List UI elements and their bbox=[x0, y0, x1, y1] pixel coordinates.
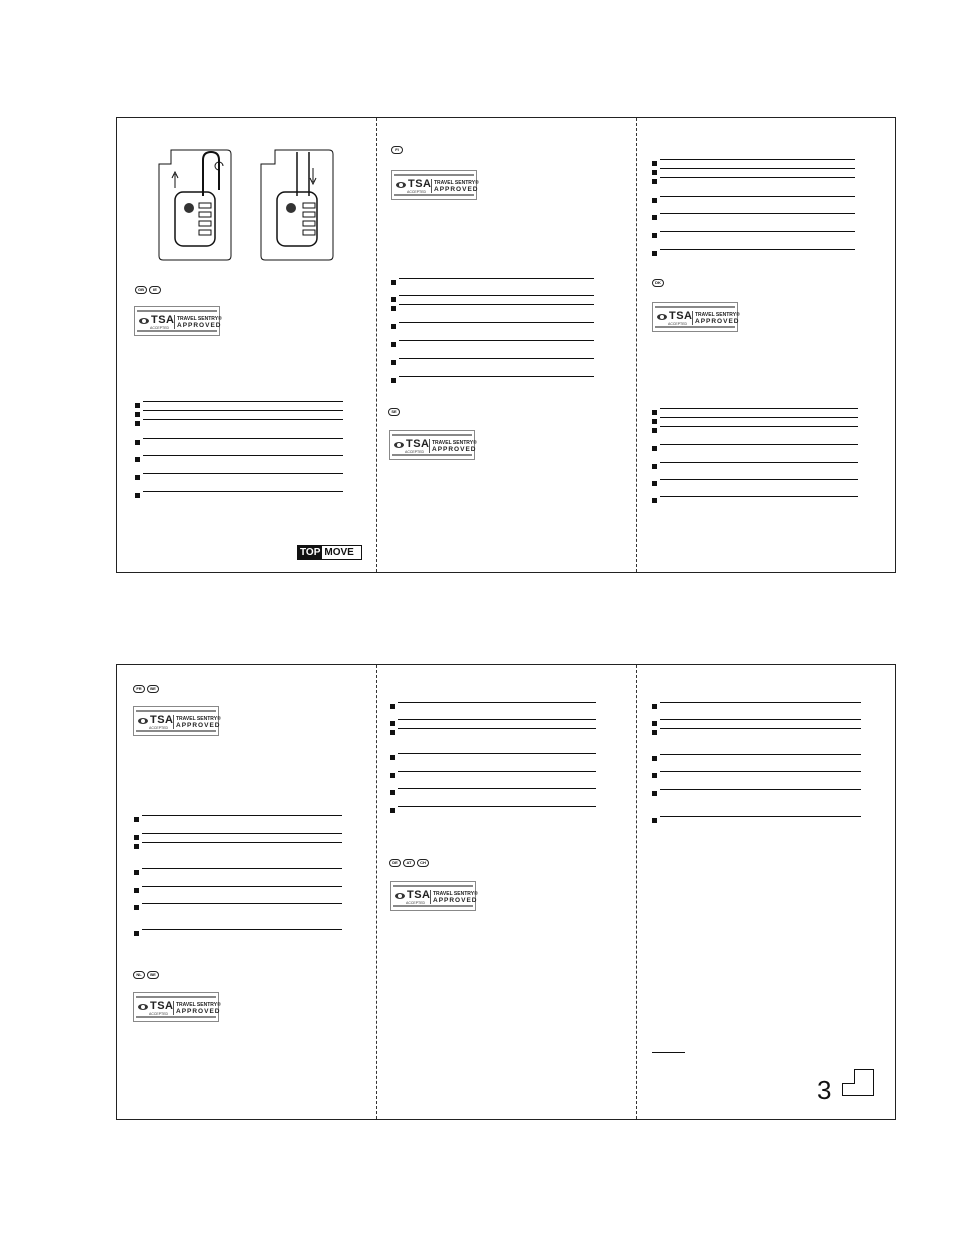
flags-nl-be bbox=[133, 971, 159, 979]
tsa-eye-icon bbox=[138, 718, 148, 724]
flag-dk: DK bbox=[652, 279, 664, 287]
tsa-eye-icon bbox=[657, 314, 667, 320]
flag-be: BE bbox=[147, 685, 159, 693]
tsa-logo: TSA ACCEPTED TRAVEL SENTRY® APPROVED bbox=[134, 306, 220, 336]
flag-ch: CH bbox=[417, 859, 429, 867]
flags-se bbox=[388, 408, 400, 416]
fold-line bbox=[636, 118, 637, 572]
tsa-eye-icon bbox=[395, 893, 405, 899]
tsa-logo: TSA ACCEPTED TRAVEL SENTRY® APPROVED bbox=[652, 302, 738, 332]
flag-at: AT bbox=[403, 859, 415, 867]
flag-fi: FI bbox=[391, 146, 403, 154]
tsa-eye-icon bbox=[138, 1004, 148, 1010]
tsa-logo: TSA ACCEPTED TRAVEL SENTRY® APPROVED bbox=[133, 706, 219, 736]
tsa-logo: TSA ACCEPTED TRAVEL SENTRY® APPROVED bbox=[133, 992, 219, 1022]
flag-se: SE bbox=[388, 408, 400, 416]
tsa-eye-icon bbox=[394, 442, 404, 448]
instruction-sheet-top bbox=[116, 117, 896, 573]
tsa-logo: TSA ACCEPTED TRAVEL SENTRY® APPROVED bbox=[391, 170, 477, 200]
fold-line bbox=[636, 665, 637, 1119]
padlock-illustration bbox=[157, 148, 347, 263]
tsa-logo: TSA ACCEPTED TRAVEL SENTRY® APPROVED bbox=[389, 430, 475, 460]
flags-de-at-ch bbox=[389, 859, 429, 867]
flag-nl: NL bbox=[133, 971, 145, 979]
flags-fi bbox=[391, 146, 403, 154]
corner-mark-icon bbox=[842, 1069, 874, 1096]
flag-be: BE bbox=[147, 971, 159, 979]
brand-logo: TOP MOVE bbox=[297, 545, 362, 560]
separator bbox=[652, 1052, 685, 1053]
flag-gb: GB bbox=[135, 286, 147, 294]
flag-de: DE bbox=[389, 859, 401, 867]
instruction-sheet-bottom bbox=[116, 664, 896, 1120]
tsa-eye-icon bbox=[396, 182, 406, 188]
tsa-logo: TSA ACCEPTED TRAVEL SENTRY® APPROVED bbox=[390, 881, 476, 911]
fold-line bbox=[376, 665, 377, 1119]
flag-ie: IE bbox=[149, 286, 161, 294]
tsa-eye-icon bbox=[139, 318, 149, 324]
flags-gb-ie bbox=[135, 286, 161, 294]
flags-fr-be bbox=[133, 685, 159, 693]
page-number: 3 bbox=[817, 1075, 832, 1105]
flag-fr: FR bbox=[133, 685, 145, 693]
flags-dk bbox=[652, 279, 664, 287]
fold-line bbox=[376, 118, 377, 572]
